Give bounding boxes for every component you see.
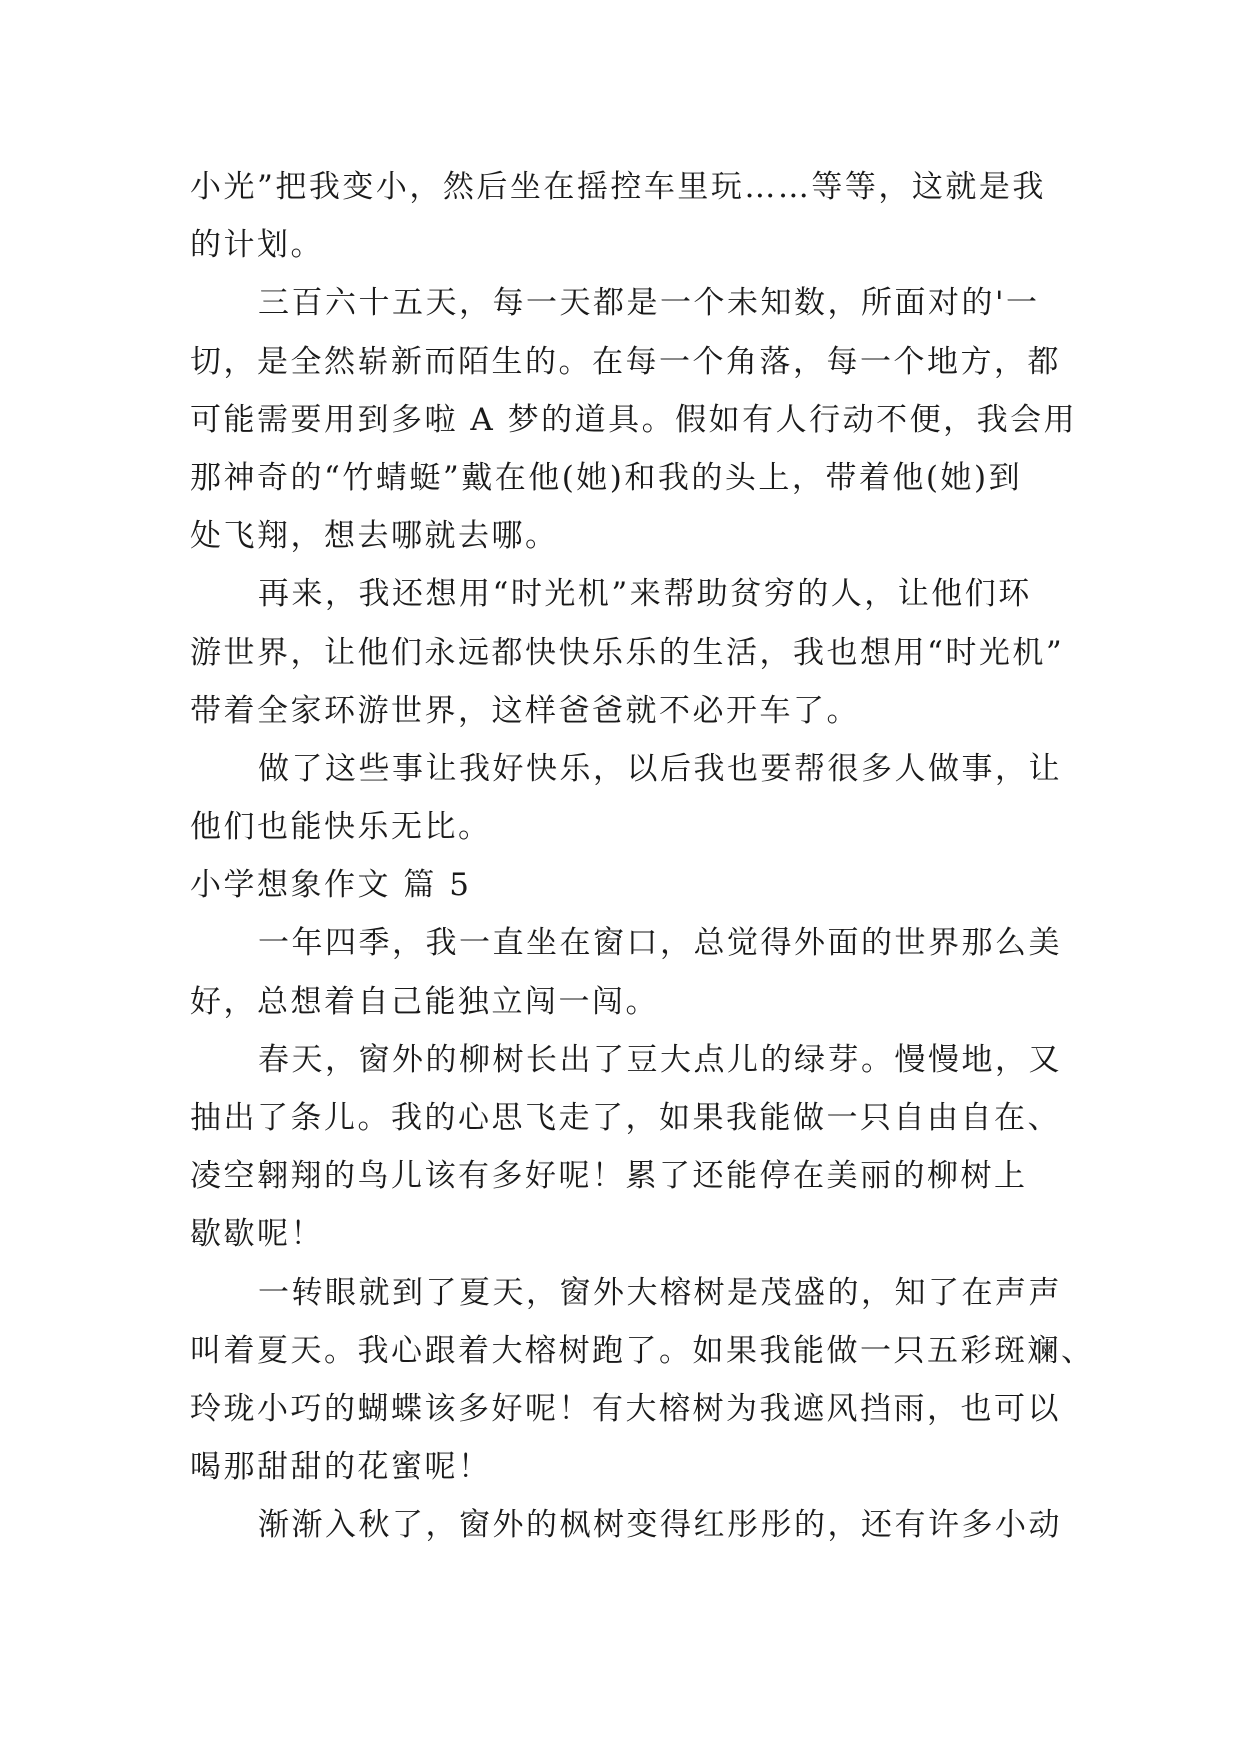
text-line: 叫着夏天。我心跟着大榕树跑了。如果我能做一只五彩斑斓、	[190, 1332, 1095, 1369]
paragraph-start-line: 渐渐入秋了，窗外的枫树变得红彤彤的，还有许多小动	[258, 1507, 1062, 1544]
text-line: 喝那甜甜的花蜜呢！	[190, 1449, 492, 1486]
text-line: 小光”把我变小，然后坐在摇控车里玩……等等，这就是我	[190, 169, 1046, 205]
paragraph-start-line: 春天，窗外的柳树长出了豆大点儿的绿芽。慢慢地，又	[258, 1041, 1062, 1078]
text-line: 可能需要用到多啦 A 梦的道具。假如有人行动不便，我会用	[190, 401, 1078, 438]
text-line: 歇歇呢！	[190, 1216, 324, 1253]
paragraph-start-line: 一年四季，我一直坐在窗口，总觉得外面的世界那么美	[258, 925, 1062, 962]
text-line: 他们也能快乐无比。	[190, 809, 492, 846]
text-line: 凌空翱翔的鸟儿该有多好呢！累了还能停在美丽的柳树上	[190, 1158, 1028, 1195]
text-line: 处飞翔，想去哪就去哪。	[190, 518, 559, 555]
text-line: 切，是全然崭新而陌生的。在每一个角落，每一个地方，都	[190, 343, 1061, 380]
text-line: 好，总想着自己能独立闯一闯。	[190, 983, 659, 1020]
text-line: 那神奇的“竹蜻蜓”戴在他(她)和我的头上，带着他(她)到	[190, 459, 1023, 496]
essay-body	[190, 158, 1095, 1555]
text-line: 玲珑小巧的蝴蝶该多好呢！有大榕树为我遮风挡雨，也可以	[190, 1390, 1061, 1427]
text-line: 游世界，让他们永远都快快乐乐的生活，我也想用“时光机”	[190, 634, 1065, 671]
section-heading: 小学想象作文 篇 5	[190, 867, 472, 904]
paragraph-start-line: 一转眼就到了夏天，窗外大榕树是茂盛的，知了在声声	[258, 1274, 1062, 1311]
text-line: 带着全家环游世界，这样爸爸就不必开车了。	[190, 692, 860, 729]
paragraph-start-line: 再来，我还想用“时光机”来帮助贫穷的人，让他们环	[258, 576, 1032, 613]
paragraph-start-line: 三百六十五天，每一天都是一个未知数，所面对的'一	[258, 285, 1040, 322]
text-line: 抽出了条儿。我的心思飞走了，如果我能做一只自由自在、	[190, 1100, 1061, 1136]
paragraph-start-line: 做了这些事让我好快乐，以后我也要帮很多人做事，让	[258, 750, 1062, 787]
text-line: 的计划。	[190, 227, 324, 264]
